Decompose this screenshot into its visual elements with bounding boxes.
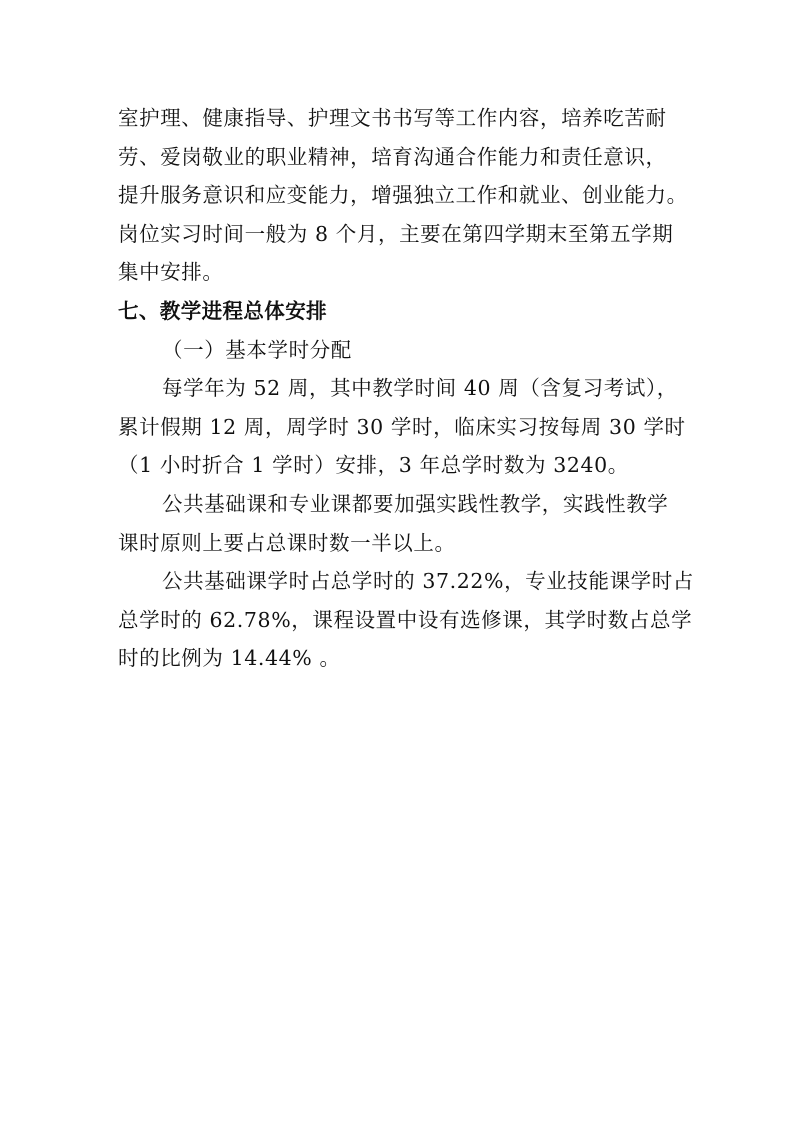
paragraph-practical-teaching: [118, 485, 678, 562]
text-line: 室护理、健康指导、护理文书书写等工作内容，培养吃苦耐: [118, 106, 667, 130]
text-line: 公共基础课学时占总学时的 37.22%，专业技能课学时占: [162, 569, 694, 594]
subsection-heading: （一）基本学时分配: [162, 337, 352, 362]
paragraph-hour-ratios: [118, 562, 694, 678]
page-content: [118, 99, 694, 678]
text-line: 每学年为 52 周，其中教学时间 40 周（含复习考试），: [162, 376, 678, 401]
text-line: 累计假期 12 周，周学时 30 学时，临床实习按每周 30 学时: [118, 414, 686, 439]
text-line: 总学时的 62.78%，课程设置中设有选修课，其学时数占总学: [118, 607, 693, 632]
text-line: （1 小时折合 1 学时）安排，3 年总学时数为 3240。: [118, 453, 629, 478]
text-line: 课时原则上要占总课时数一半以上。: [118, 530, 456, 555]
text-line: 公共基础课和专业课都要加强实践性教学，实践性教学: [162, 491, 669, 516]
text-line: 时的比例为 14.44% 。: [118, 646, 341, 671]
text-line: 劳、爱岗敬业的职业精神，培育沟通合作能力和责任意识，: [118, 144, 667, 169]
text-line: 集中安排。: [118, 260, 224, 285]
text-line: 提升服务意识和应变能力，增强独立工作和就业、创业能力。: [118, 183, 688, 208]
paragraph-practice-description: [118, 99, 688, 292]
paragraph-weeks-hours: [118, 369, 686, 485]
section-heading: 七、教学进程总体安排: [118, 298, 327, 323]
text-line: 岗位实习时间一般为 8 个月，主要在第四学期末至第五学期: [118, 221, 674, 246]
